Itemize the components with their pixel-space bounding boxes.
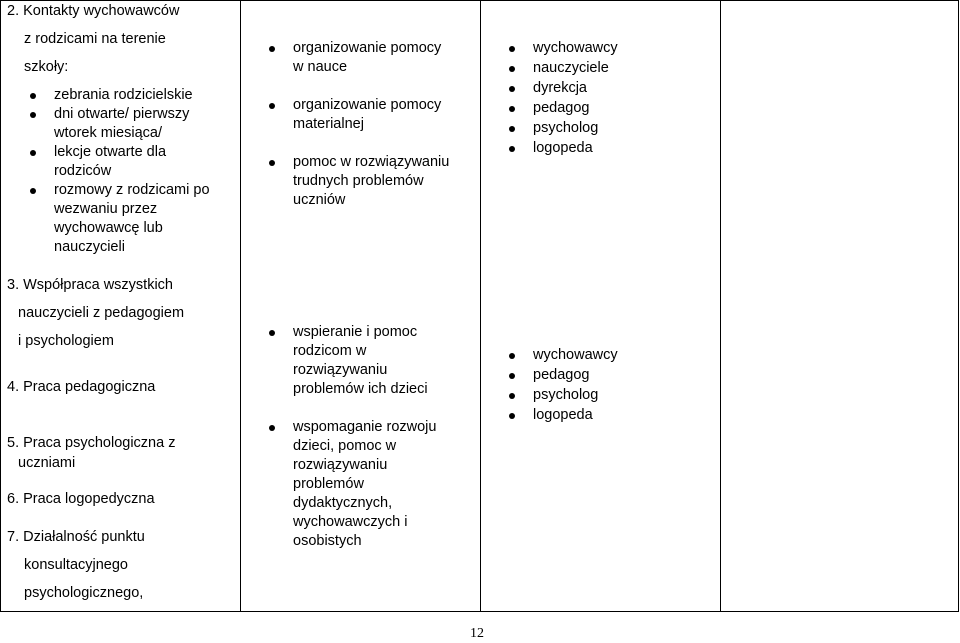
row2-col2-item-line: problemów xyxy=(293,476,364,492)
table-border-col1 xyxy=(240,0,241,612)
row1-col1-item-line: lekcje otwarte dla xyxy=(54,144,167,160)
row2-col2-item-line: rodzicom w xyxy=(293,343,367,359)
bullet-dot xyxy=(509,393,515,399)
row1-col1-item-line: nauczycieli xyxy=(54,239,125,255)
bullet-dot xyxy=(509,373,515,379)
table-border-left xyxy=(0,0,1,612)
row1-col1-item-line: zebrania rodzicielskie xyxy=(54,87,193,103)
row1-col2-item-line: w nauce xyxy=(293,59,348,75)
row1-col1-item-line: dni otwarte/ pierwszy xyxy=(54,106,190,122)
row2-col1-line: konsultacyjnego xyxy=(24,557,128,573)
row2-col1-line: uczniami xyxy=(18,455,76,471)
row2-col2-item-line: rozwiązywaniu xyxy=(293,457,388,473)
table-border-bottom xyxy=(0,611,959,612)
bullet-dot xyxy=(509,46,515,52)
bullet-dot xyxy=(269,425,275,431)
row2-col2-item-line: wspieranie i pomoc xyxy=(293,324,418,340)
row1-col2-item-line: pomoc w rozwiązywaniu xyxy=(293,154,450,170)
row1-col2-item-line: materialnej xyxy=(293,116,364,132)
row1-col1-item-line: wychowawcę lub xyxy=(54,220,163,236)
row1-col1-item-line: wtorek miesiąca/ xyxy=(54,125,162,141)
row1-col2-item-line: organizowanie pomocy xyxy=(293,97,442,113)
row2-col3-item: psycholog xyxy=(533,387,599,403)
row2-col2-item-line: osobistych xyxy=(293,533,362,549)
table-border-top xyxy=(0,0,959,1)
page-number: 12 xyxy=(470,626,484,641)
row2-col2-item-line: wspomaganie rozwoju xyxy=(293,419,437,435)
bullet-dot xyxy=(509,106,515,112)
row2-col1-line: nauczycieli z pedagogiem xyxy=(18,305,185,321)
row2-col2-item-line: rozwiązywaniu xyxy=(293,362,388,378)
row1-col2-item-line: trudnych problemów xyxy=(293,173,424,189)
bullet-dot xyxy=(509,146,515,152)
row1-col1-item-line: wezwaniu przez xyxy=(54,201,158,217)
row2-col1-line: psychologicznego, xyxy=(24,585,144,601)
bullet-dot xyxy=(30,112,36,118)
row2-col3-item: logopeda xyxy=(533,407,593,423)
row1-col1-item-line: rodziców xyxy=(54,163,112,179)
row1-col3-item: pedagog xyxy=(533,100,590,116)
bullet-dot xyxy=(269,160,275,166)
bullet-dot xyxy=(509,86,515,92)
bullet-dot xyxy=(509,66,515,72)
row1-col3-item: dyrekcja xyxy=(533,80,587,96)
row1-col1-heading-line: 2. Kontakty wychowawców xyxy=(7,3,180,19)
table-border-col3 xyxy=(720,0,721,612)
row1-col3-item: nauczyciele xyxy=(533,60,609,76)
row2-col2-item-line: dzieci, pomoc w xyxy=(293,438,397,454)
bullet-dot xyxy=(30,188,36,194)
bullet-dot xyxy=(509,413,515,419)
row2-col3-item: wychowawcy xyxy=(533,347,618,363)
row1-col3-item: psycholog xyxy=(533,120,599,136)
row2-col2-item-line: problemów ich dzieci xyxy=(293,381,428,397)
bullet-dot xyxy=(269,46,275,52)
row1-col2-item-line: organizowanie pomocy xyxy=(293,40,442,56)
bullet-dot xyxy=(509,126,515,132)
row1-col1-heading-line: szkoły: xyxy=(24,59,69,75)
bullet-dot xyxy=(269,103,275,109)
bullet-dot xyxy=(509,353,515,359)
row1-col1-heading-line: z rodzicami na terenie xyxy=(24,31,166,47)
row2-col1-line: 4. Praca pedagogiczna xyxy=(7,379,156,395)
row1-col3-item: wychowawcy xyxy=(533,40,618,56)
row2-col2-item-line: dydaktycznych, xyxy=(293,495,393,511)
row2-col1-line: i psychologiem xyxy=(18,333,114,349)
table-border-right xyxy=(958,0,959,612)
bullet-dot xyxy=(269,330,275,336)
row1-col3-item: logopeda xyxy=(533,140,593,156)
row2-col2-item-line: wychowawczych i xyxy=(293,514,408,530)
row2-col1-line: 6. Praca logopedyczna xyxy=(7,491,155,507)
bullet-dot xyxy=(30,150,36,156)
row2-col1-line: 3. Współpraca wszystkich xyxy=(7,277,173,293)
table-border-col2 xyxy=(480,0,481,612)
row1-col1-item-line: rozmowy z rodzicami po xyxy=(54,182,210,198)
row2-col3-item: pedagog xyxy=(533,367,590,383)
row1-col2-item-line: uczniów xyxy=(293,192,346,208)
bullet-dot xyxy=(30,93,36,99)
row2-col1-line: 7. Działalność punktu xyxy=(7,529,145,545)
row2-col1-line: 5. Praca psychologiczna z xyxy=(7,435,176,451)
